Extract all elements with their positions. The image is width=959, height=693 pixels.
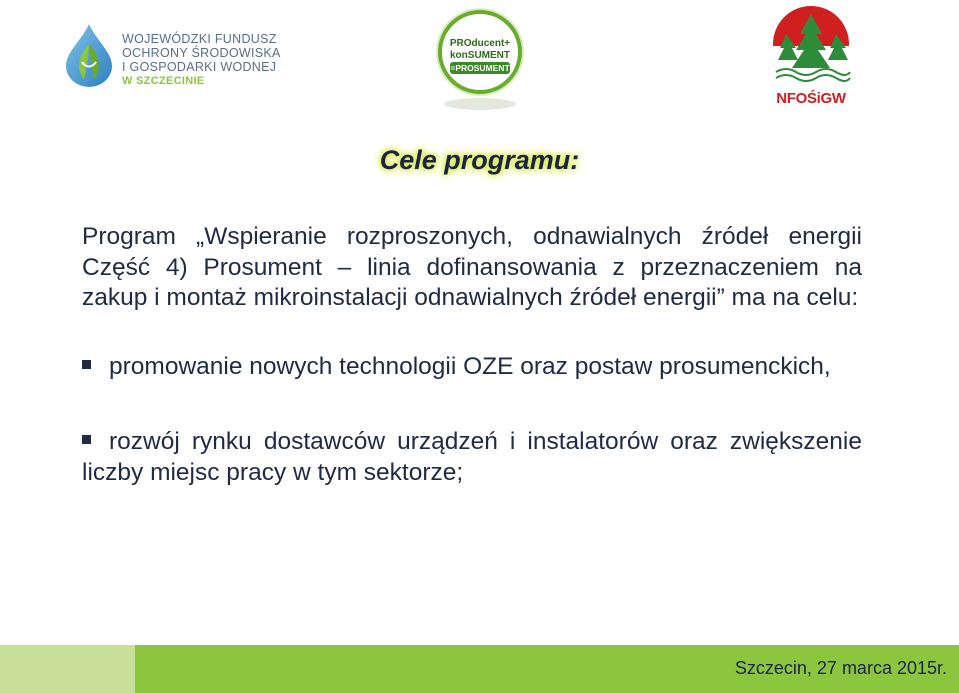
wfos-city: W SZCZECINIE	[122, 75, 205, 87]
wfos-line-2: OCHRONY ŚRODOWISKA	[122, 46, 281, 60]
slide-content	[82, 222, 862, 488]
prosument-top-text: PROducent+	[449, 38, 511, 49]
square-bullet-icon	[82, 360, 91, 369]
wfos-line-1: WOJEWÓDZKI FUNDUSZ	[122, 32, 277, 46]
wfos-logo	[62, 18, 282, 92]
prosument-bottom-text: =PROSUMENT	[450, 63, 510, 73]
square-bullet-icon	[82, 435, 91, 444]
intro-paragraph: Program „Wspieranie rozproszonych, odnawialnych źródeł energii Część 4) Prosument – linia dofinansowania z przeznaczeniem na zakup i montaż mikroinstalacji odnawialnych źródeł energii” ma na celu:	[82, 223, 862, 311]
prosument-mid-text: konSUMENT	[450, 50, 510, 61]
wfos-logo-text	[122, 32, 281, 88]
list-item	[82, 427, 862, 488]
nfosigw-emblem-icon	[770, 4, 852, 88]
footer-bar-light	[0, 645, 135, 693]
bullet-text-1: promowanie nowych technologii OZE oraz postaw prosumenckich,	[109, 352, 831, 380]
wfos-line-3: I GOSPODARKI WODNEJ	[122, 60, 277, 74]
footer-date: Szczecin, 27 marca 2015r.	[734, 658, 947, 678]
list-item	[82, 352, 862, 383]
slide-title: Cele programu:	[379, 145, 580, 175]
prosument-logo	[420, 0, 540, 120]
water-drop-icon	[62, 22, 116, 88]
nfosigw-label: NFOŚiGW	[776, 90, 846, 107]
nfosigw-logo	[770, 4, 852, 112]
bullet-text-2: rozwój rynku dostawców urządzeń i instalatorów oraz zwiększenie liczby miejsc pracy w tym sektorze;	[82, 428, 862, 486]
